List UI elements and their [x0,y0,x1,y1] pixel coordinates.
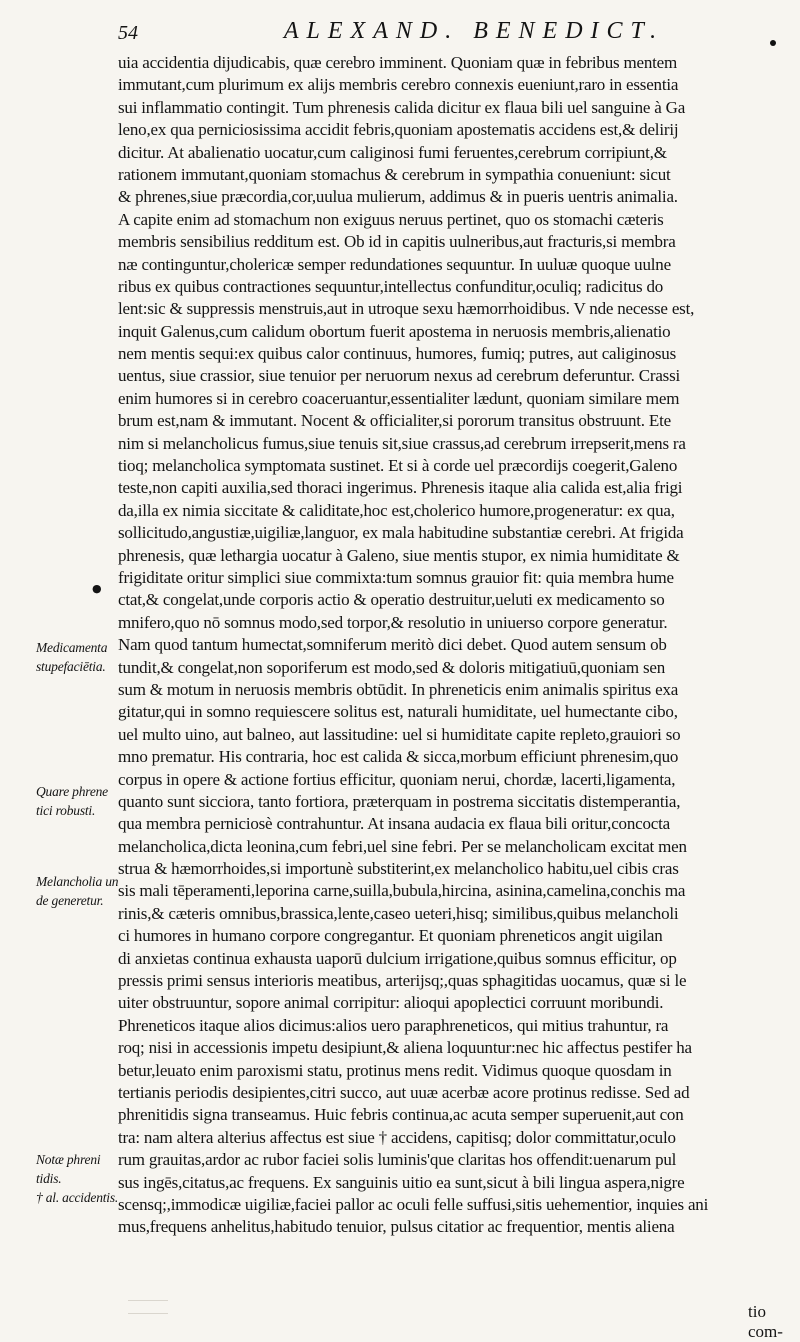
text-line: sum & motum in neruosis membris obtūdit. In phreneticis enim animalis spiritus exa [118,679,679,699]
text-line: immutant,cum plurimum ex alijs membris cerebro connexis eueniunt,raro in essentia [118,75,679,95]
margin-note-notae-phrenitidis [36,1150,118,1207]
text-line: sollicitudo,angustiæ,uigiliæ,languor, ex mala habitudine substantiæ cerebri. At frigida [118,523,684,543]
text-line: mus,frequens anhelitus,habitudo tenuior, pulsus citatior ac frequentior, mentis aliena [118,1217,675,1237]
text-line: rationem immutant,quoniam stomachus & cerebrum in sympathia conueniunt: sicut [118,164,671,184]
page-header [118,18,790,48]
text-line: & phrenes,siue præcordia,cor,uulua mulierum, addimus & in pueris uentris animalia. [118,187,678,207]
text-line: corpus in opere & actione fortius efficitur, quoniam nerui, chordæ, lacerti,ligamenta, [118,769,676,789]
text-line: uia accidentia dijudicabis, quæ cerebro imminent. Quoniam quæ in febribus mentem [118,53,678,72]
text-line: sis mali tēperamenti,leporina carne,suilla,bubula,hircina, asinina,camelina,conchis ma [118,881,686,901]
running-head: ALEXAND. BENEDICT. [283,18,665,44]
margin-note-quare-phrenetici [36,782,118,820]
text-line: melancholica,dicta leonina,cum febri,uel sine febri. Per se melancholicam excitat men [118,836,687,856]
margin-note-line: tici robusti. [36,803,96,818]
text-line: dicitur. At abalienatio uocatur,cum caliginosi fumi feruentes,cerebrum corripiunt,& [118,142,667,162]
text-line: uel multo uino, aut balneo, aut lassitudine: uel si humiditate capite repleto,grauiori so [118,724,681,744]
page-number: 54 [118,22,138,44]
text-line: ci humores in humano corpore congregantur. Et quoniam phreneticos angit uigilan [118,926,663,946]
text-line: brum est,nam & immutant. Nocent & officialiter,si pororum transitus obstruunt. Ete [118,411,671,431]
margin-note-line: Melancholia un [36,874,119,889]
text-line: uiter obstruuntur, sopore animal corripitur: alioqui apoplectici corruunt moribundi. [118,993,664,1013]
margin-note-line: tidis. [36,1171,62,1186]
text-line: di anxietas continua exhausta uaporū dulcium irrigatione,quibus somnus efficitur, op [118,948,677,968]
text-line: da,illa ex nimia siccitate & caliditate,hoc est,cholerico humore,progeneratur: ex qua, [118,500,675,520]
text-line: betur,leuato enim paroxismi statu, protinus mens redit. Vidimus quoque quosdam in [118,1060,672,1080]
text-line: Nam quod tantum humectat,somniferum meritò dici debet. Quod autem sensum ob [118,635,667,655]
text-line: sus ingēs,citatus,ac frequens. Ex sanguinis uitio ea sunt,sicut à bili lingua aspera,nigre [118,1172,685,1192]
text-line: nem mentis sequi:ex quibus calor continuus, humores, fumiq; putres, aut caliginosus [118,344,677,364]
text-line: næ continguntur,cholericæ semper redundationes sequuntur. In uuluæ quoque uulne [118,254,671,274]
margin-note-line: Quare phrene [36,784,108,799]
text-line: A capite enim ad stomachum non exiguus neruus pertinet, quo os stomachi cæteris [118,209,664,229]
text-line: ribus ex quibus contractiones sequuntur,intellectus confunditur,oculiq; radicitus do [118,276,664,296]
text-line: rinis,& cæteris omnibus,brassica,lente,caseo ueteri,hisq; similibus,quibus melancholi [118,903,679,923]
text-line: leno,ex qua perniciosissima accidit febris,quoniam apostematis accidens est,& delirij [118,120,679,140]
library-stamp [128,1300,168,1314]
text-line: inquit Galenus,cum calidum obortum fuerit apostema in neruosis membris,alienatio [118,321,671,341]
margin-note-line: † al. accidentis. [36,1190,119,1205]
text-line: scensq;,immodicæ uigiliæ,faciei pallor ac oculi felle suffusi,sitis uehementior, inquies ani [118,1194,709,1214]
ink-mark [770,40,776,46]
text-line: enim humores si in cerebro coaceruantur,essentialiter lædunt, quoniam similare mem [118,388,680,408]
text-line: roq; nisi in accessionis impetu desipiunt,& aliena loquuntur:nec hic affectus pestifer ha [118,1038,692,1058]
text-line: lent:sic & suppressis menstruis,aut in utroque sexu hæmorrhoidibus. V nde necesse est, [118,299,695,319]
text-line: phrenesis, quæ lethargia uocatur à Galeno, siue mentis stupor, ex nimia humiditate & [118,545,680,565]
catchword: tio com- [748,1302,783,1341]
text-line: gitatur,qui in somno requiescere solitus est, naturali humiditate, uel humectante cibo, [118,702,678,722]
margin-bullet: ● [92,582,102,595]
text-line: quanto sunt sicciora, tanto fortiora, præterquam in postrema siccitatis distemperantia, [118,791,681,811]
text-line: Phreneticos itaque alios dicimus:alios uero paraphreneticos, qui mitius trahuntur, ra [118,1015,669,1035]
text-line: mno prematur. His contraria, hoc est calida & sicca,morbum efficiunt phrenesim,quo [118,747,679,767]
text-line: strua & hæmorrhoides,si importunè substiterint,ex melancholico habitu,uel cibis cras [118,859,679,879]
text-line: nim si melancholicus fumus,siue tenuis sit,siue crassus,ad cerebrum irrepserit,mens ra [118,433,686,453]
text-line: phrenitidis signa transeamus. Huic febris continua,ac acuta semper superuenit,aut con [118,1105,684,1125]
text-line: tertianis periodis desipientes,citri succo, aut uuæ acerbæ acore protinus redisse. Sed ad [118,1082,690,1102]
text-line: teste,non capiti auxilia,sed thoraci ingerimus. Phrenesis itaque alia calida est,alia frigi [118,478,683,498]
text-line: tra: nam altera alterius affectus est siue † accidens, capitisq; dolor committatur,oculo [118,1127,676,1147]
margin-note-line: Notæ phreni [36,1152,101,1167]
margin-note-melancholia [36,872,118,910]
text-line: pressis primi sensus interioris meatibus, arterijsq;,quas sphagitidas uocamus, quæ si le [118,971,687,991]
text-line: membris sensibilius redditum est. Ob id in capitis uulneribus,aut fracturis,si membra [118,232,676,252]
text-line: tundit,& congelat,non soporiferum est modo,sed & doloris mitigatiuū,quoniam sen [118,657,666,677]
text-line: rum grauitas,ardor ac rubor faciei solis luminis'que claritas hos offendit:uenarum pul [118,1150,677,1170]
text-line: frigiditate oritur simplici siue commixta:tum somnus grauior fit: quia membra hume [118,567,674,587]
margin-note-line: de generetur. [36,893,104,908]
text-line: sui inflammatio contingit. Tum phrenesis calida dicitur ex flaua bili uel sanguine à Ga [118,97,686,117]
margin-note-line: stupefaciētia. [36,659,106,674]
margin-note-medicamenta [36,638,118,676]
text-line: mnifero,quo nō somnus modo,sed torpor,& resolutio in uniuerso corpore generatur. [118,612,668,632]
text-line: uentus, siue crassior, siue tenuior per neruorum nexus ad cerebrum deferuntur. Crassi [118,366,681,386]
margin-note-line: Medicamenta [36,640,108,655]
text-line: tioq; melancholica symptomata sustinet. Et si à corde uel præcordijs coegerit,Galeno [118,456,678,476]
text-line: ctat,& congelat,unde corporis actio & operatio destruitur,ueluti ex medicamento so [118,590,665,610]
text-line: qua membra perniciosè contrahuntur. At insana audacia ex flaua bili oritur,concocta [118,814,671,834]
body-text [118,52,794,1239]
